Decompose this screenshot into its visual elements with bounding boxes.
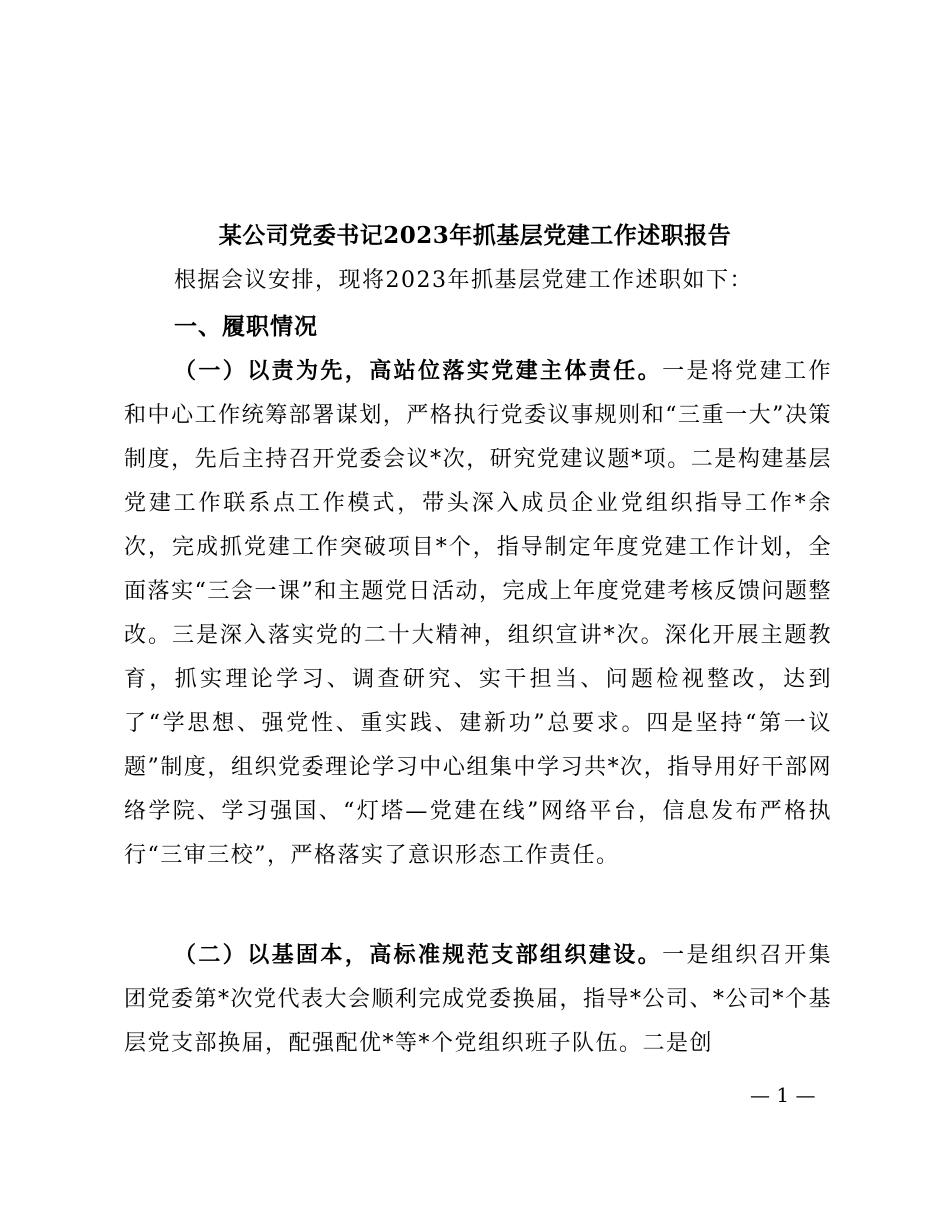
document-title: 某公司党委书记2023年抓基层党建工作述职报告 (218, 222, 732, 249)
paragraph-text: 一是将党建工作和中心工作统筹部署谋划，严格执行党委议事规则和“三重一大”决策制度，先后主持召开党委会议*次，研究党建议题*项。二是构建基层党建工作联系点工作模式，带头深入成员企业党组织指导工作*余次，完成抓党建工作突破项目*个，指导制定年度党建工作计划，全面落实“三会一课”和主题党日活动，完成上年度党建考核反馈问题整改。三是深入落实党的二十大精神，组织宣讲*次。深化开展主题教育，抓实理论学习、调查研究、实干担当、问题检视整改，达到了“学思想、强党性、重实践、建新功”总要求。四是坚持“第一议题”制度，组织党委理论学习中心组集中学习共*次，指导用好干部网络学院、学习强国、“灯塔—党建在线”网络平台，信息发布严格执行“三审三校”，严格落实了意识形态工作责任。 (124, 359, 832, 868)
paragraph-responsibility (124, 349, 832, 878)
section-heading-performance: 一、履职情况 (174, 313, 318, 340)
intro-paragraph: 根据会议安排，现将2023年抓基层党建工作述职如下： (174, 268, 753, 293)
page-number: — 1 — (750, 1083, 816, 1107)
paragraph-heading: （一）以责为先，高站位落实党建主体责任。 (174, 358, 663, 384)
paragraph-heading: （二）以基固本，高标准规范支部组织建设。 (174, 942, 663, 968)
paragraph-organization (124, 933, 832, 1066)
paragraph-text: 一是组织召开集团党委第*次党代表大会顺利完成党委换届，指导*公司、*公司*个基层党支部换届，配强配优*等*个党组织班子队伍。二是创 (124, 943, 833, 1056)
